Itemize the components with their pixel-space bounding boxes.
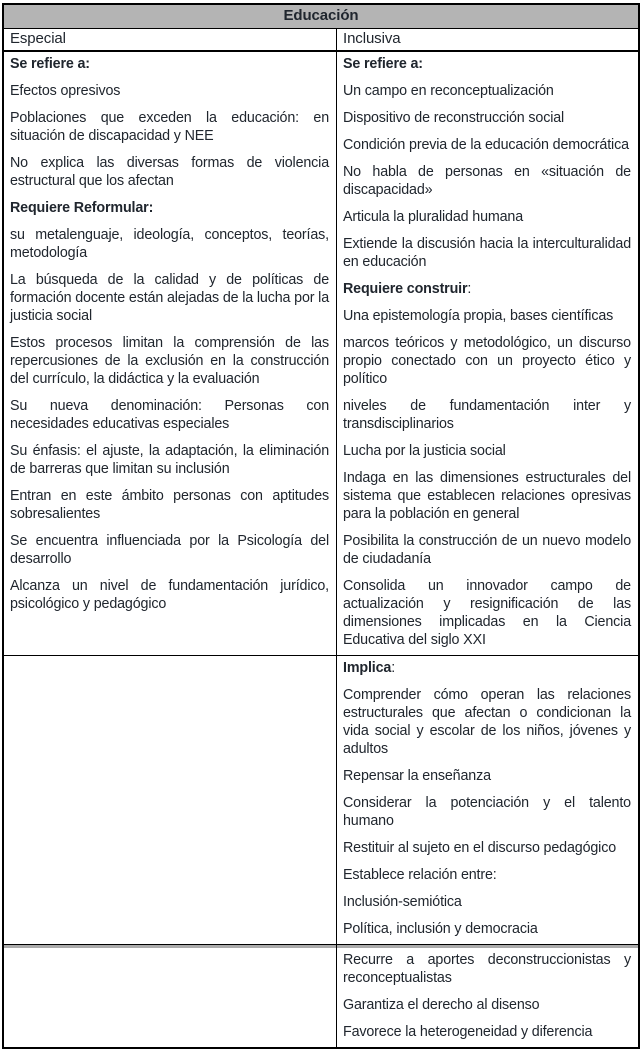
paragraph: Recurre a aportes deconstruccionistas y reconceptualistas (343, 952, 631, 986)
paragraph: La búsqueda de la calidad y de políticas de formación docente están alejadas de la lucha por la justicia social (10, 272, 330, 324)
inclusiva-cell-final (336, 945, 638, 1047)
table-row (4, 655, 638, 944)
paragraph: Implica: (343, 660, 396, 676)
paragraph: Su nueva denominación: Personas con necesidades educativas especiales (10, 398, 329, 432)
paragraph: Indaga en las dimensiones estructurales del sistema que establecen relaciones opresivas para la población en general (343, 470, 631, 522)
especial-cell-empty (4, 945, 336, 1047)
paragraph: Garantiza el derecho al disenso (343, 997, 540, 1013)
column-header-especial: Especial (10, 30, 66, 47)
education-comparison-table (2, 3, 640, 1049)
paragraph: Lucha por la justicia social (343, 443, 506, 459)
especial-cell-empty (4, 656, 336, 944)
table-title: Educación (4, 5, 638, 29)
paragraph: No habla de personas en «situación de discapacidad» (343, 164, 631, 198)
table-row (4, 52, 638, 655)
paragraph: Establece relación entre: (343, 867, 497, 883)
paragraph: Favorece la heterogeneidad y diferencia (343, 1024, 593, 1040)
paragraph: Poblaciones que exceden la educación: en situación de discapacidad y NEE (10, 110, 329, 144)
paragraph: Entran en este ámbito personas con aptitudes sobresalientes (10, 488, 329, 522)
paragraph: Restituir al sujeto en el discurso pedagógico (343, 840, 616, 856)
paragraph: Su énfasis: el ajuste, la adaptación, la eliminación de barreras que limitan su inclusión (10, 443, 329, 477)
paragraph: Posibilita la construcción de un nuevo modelo de ciudadanía (343, 533, 631, 567)
paragraph: Se refiere a: (343, 56, 423, 72)
paragraph: Estos procesos limitan la comprensión de las repercusiones de la exclusión en la construcción del currículo, la didáctica y la evaluación (10, 335, 329, 387)
paragraph: Inclusión-semiótica (343, 894, 462, 910)
paragraph: Extiende la discusión hacia la interculturalidad en educación (343, 236, 631, 270)
paragraph: marcos teóricos y metodológico, un discurso propio conectado con un proyecto ético y político (343, 335, 631, 387)
inclusiva-cell-main (336, 52, 638, 655)
paragraph: Considerar la potenciación y el talento humano (343, 795, 631, 829)
paragraph: Se refiere a: (10, 56, 90, 72)
paragraph: Requiere construir: (343, 281, 472, 297)
table-row (4, 944, 638, 1047)
paragraph: su metalenguaje, ideología, conceptos, teorías, metodología (10, 227, 329, 261)
paragraph: niveles de fundamentación inter y transdisciplinarios (343, 398, 631, 432)
inclusiva-cell-implica (336, 656, 638, 944)
paragraph: Consolida un innovador campo de actualización y resignificación de las dimensiones implicadas en la Ciencia Educativa del siglo XXI (343, 578, 631, 648)
column-headers-row (4, 29, 638, 52)
paragraph: Articula la pluralidad humana (343, 209, 524, 225)
paragraph: Condición previa de la educación democrática (343, 137, 629, 153)
paragraph: Dispositivo de reconstrucción social (343, 110, 565, 126)
paragraph: Repensar la enseñanza (343, 768, 491, 784)
paragraph: No explica las diversas formas de violencia estructural que los afectan (10, 155, 329, 189)
paragraph: Se encuentra influenciada por la Psicología del desarrollo (10, 533, 329, 567)
paragraph: Un campo en reconceptualización (343, 83, 554, 99)
paragraph: Requiere Reformular: (10, 200, 154, 216)
column-header-inclusiva: Inclusiva (336, 29, 638, 50)
paragraph: Efectos opresivos (10, 83, 121, 99)
paragraph: Comprender cómo operan las relaciones estructurales que afectan o condicionan la vida social y escolar de los niños, jóvenes y adultos (343, 687, 631, 757)
especial-cell-main (4, 52, 336, 655)
paragraph: Una epistemología propia, bases científicas (343, 308, 614, 324)
paragraph: Política, inclusión y democracia (343, 921, 538, 937)
paragraph: Alcanza un nivel de fundamentación jurídico, psicológico y pedagógico (10, 578, 329, 612)
